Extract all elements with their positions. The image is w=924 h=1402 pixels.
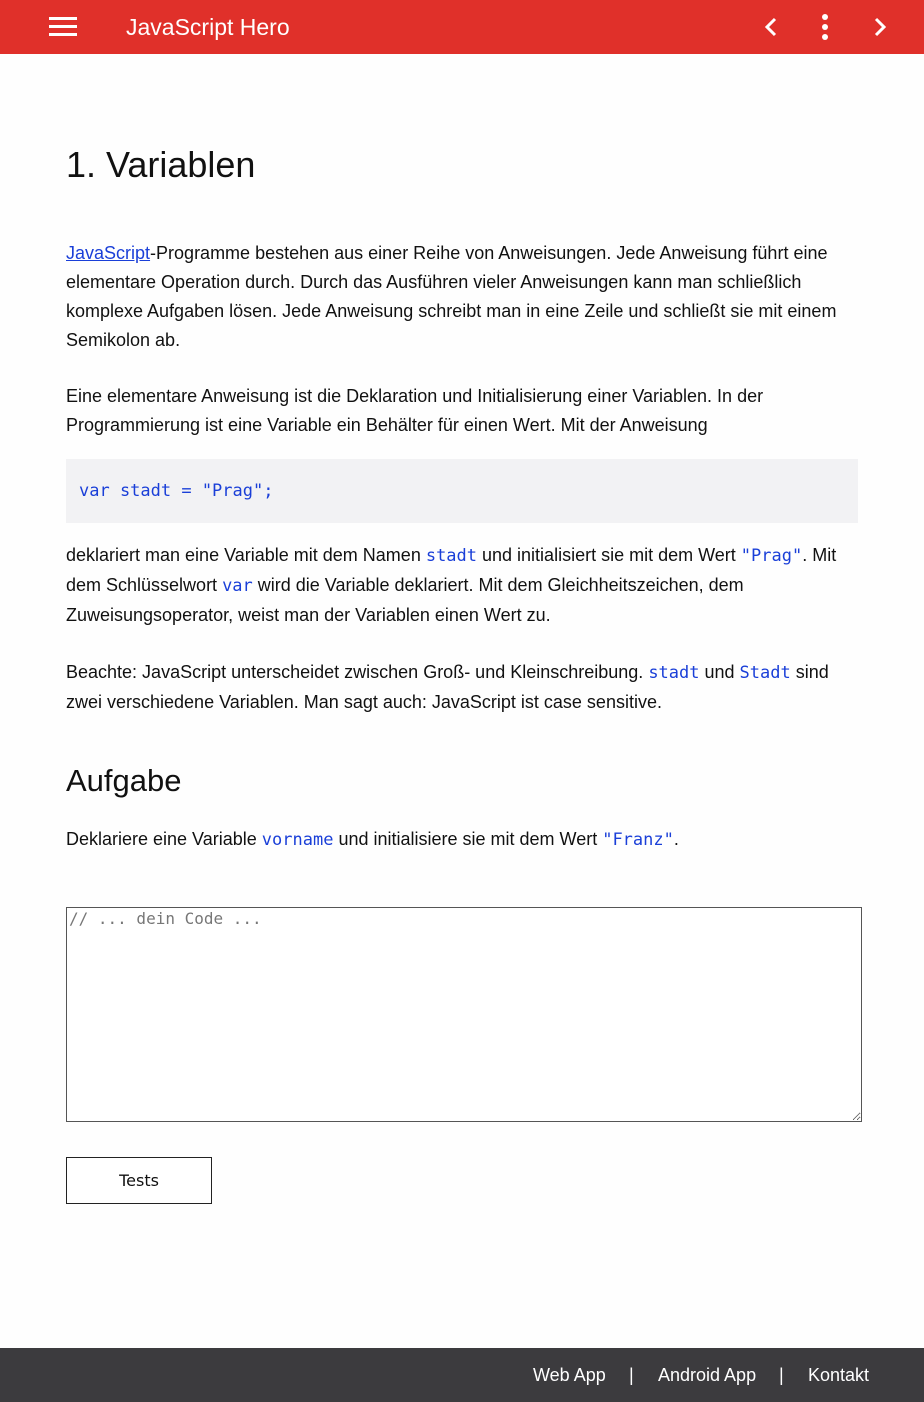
vertical-dots-icon[interactable] <box>811 13 839 41</box>
inline-code: stadt <box>425 546 478 566</box>
chevron-right-icon[interactable] <box>866 13 894 41</box>
task-paragraph: Deklariere eine Variable vorname und initialisiere sie mit dem Wert "Franz". <box>66 829 679 850</box>
tests-button[interactable]: Tests <box>66 1157 212 1204</box>
footer-link-android-app[interactable]: Android App <box>658 1365 757 1385</box>
footer-link-web-app[interactable]: Web App <box>533 1365 606 1385</box>
intro-paragraph: JavaScript-Programme bestehen aus einer Reihe von Anweisungen. Jede Anweisung führt eine elementare Operation durch. Durch das Ausführen vieler Anweisungen kann man schließlich komplexe Aufgaben lösen. Jede Anweisung schreibt man in eine Zeile und schließt sie mit einem Semikolon ab. <box>66 243 837 350</box>
top-app-bar <box>0 0 924 54</box>
inline-code: stadt <box>648 663 700 683</box>
inline-code: var <box>222 576 253 596</box>
explanation-paragraph: deklariert man eine Variable mit dem Namen stadt und initialisiert sie mit dem Wert "Prag". Mit dem Schlüsselwort var wird die Variable deklariert. Mit dem Gleichheitszeichen, dem Zuweisungsoperator, weist man der Variablen einen Wert zu. <box>66 545 837 625</box>
chevron-left-icon[interactable] <box>757 13 785 41</box>
case-sensitivity-paragraph: Beachte: JavaScript unterscheidet zwischen Groß- und Kleinschreibung. stadt und Stadt sind zwei verschiedene Variablen. Man sagt auch: JavaScript ist case sensitive. <box>66 662 829 712</box>
inline-code: Stadt <box>739 663 791 683</box>
task-heading: Aufgabe <box>66 763 182 798</box>
inline-code: "Franz" <box>602 830 674 850</box>
footer <box>0 1348 924 1402</box>
footer-separator: | <box>779 1365 784 1385</box>
code-example <box>66 459 858 523</box>
hamburger-menu-icon[interactable] <box>49 17 77 37</box>
inline-code: vorname <box>261 830 334 850</box>
javascript-link[interactable]: JavaScript <box>66 243 151 263</box>
footer-separator: | <box>629 1365 634 1385</box>
code-editor[interactable] <box>66 907 862 1122</box>
app-title: JavaScript Hero <box>126 14 290 40</box>
lesson-title: 1. Variablen <box>66 144 256 185</box>
code-example-text: var stadt = "Prag"; <box>79 481 274 501</box>
inline-code: "Prag" <box>740 546 803 566</box>
footer-link-contact[interactable]: Kontakt <box>808 1365 870 1385</box>
declaration-paragraph: Eine elementare Anweisung ist die Deklaration und Initialisierung einer Variablen. In der Programmierung ist eine Variable ein Behälter für einen Wert. Mit der Anweisung <box>66 386 764 435</box>
